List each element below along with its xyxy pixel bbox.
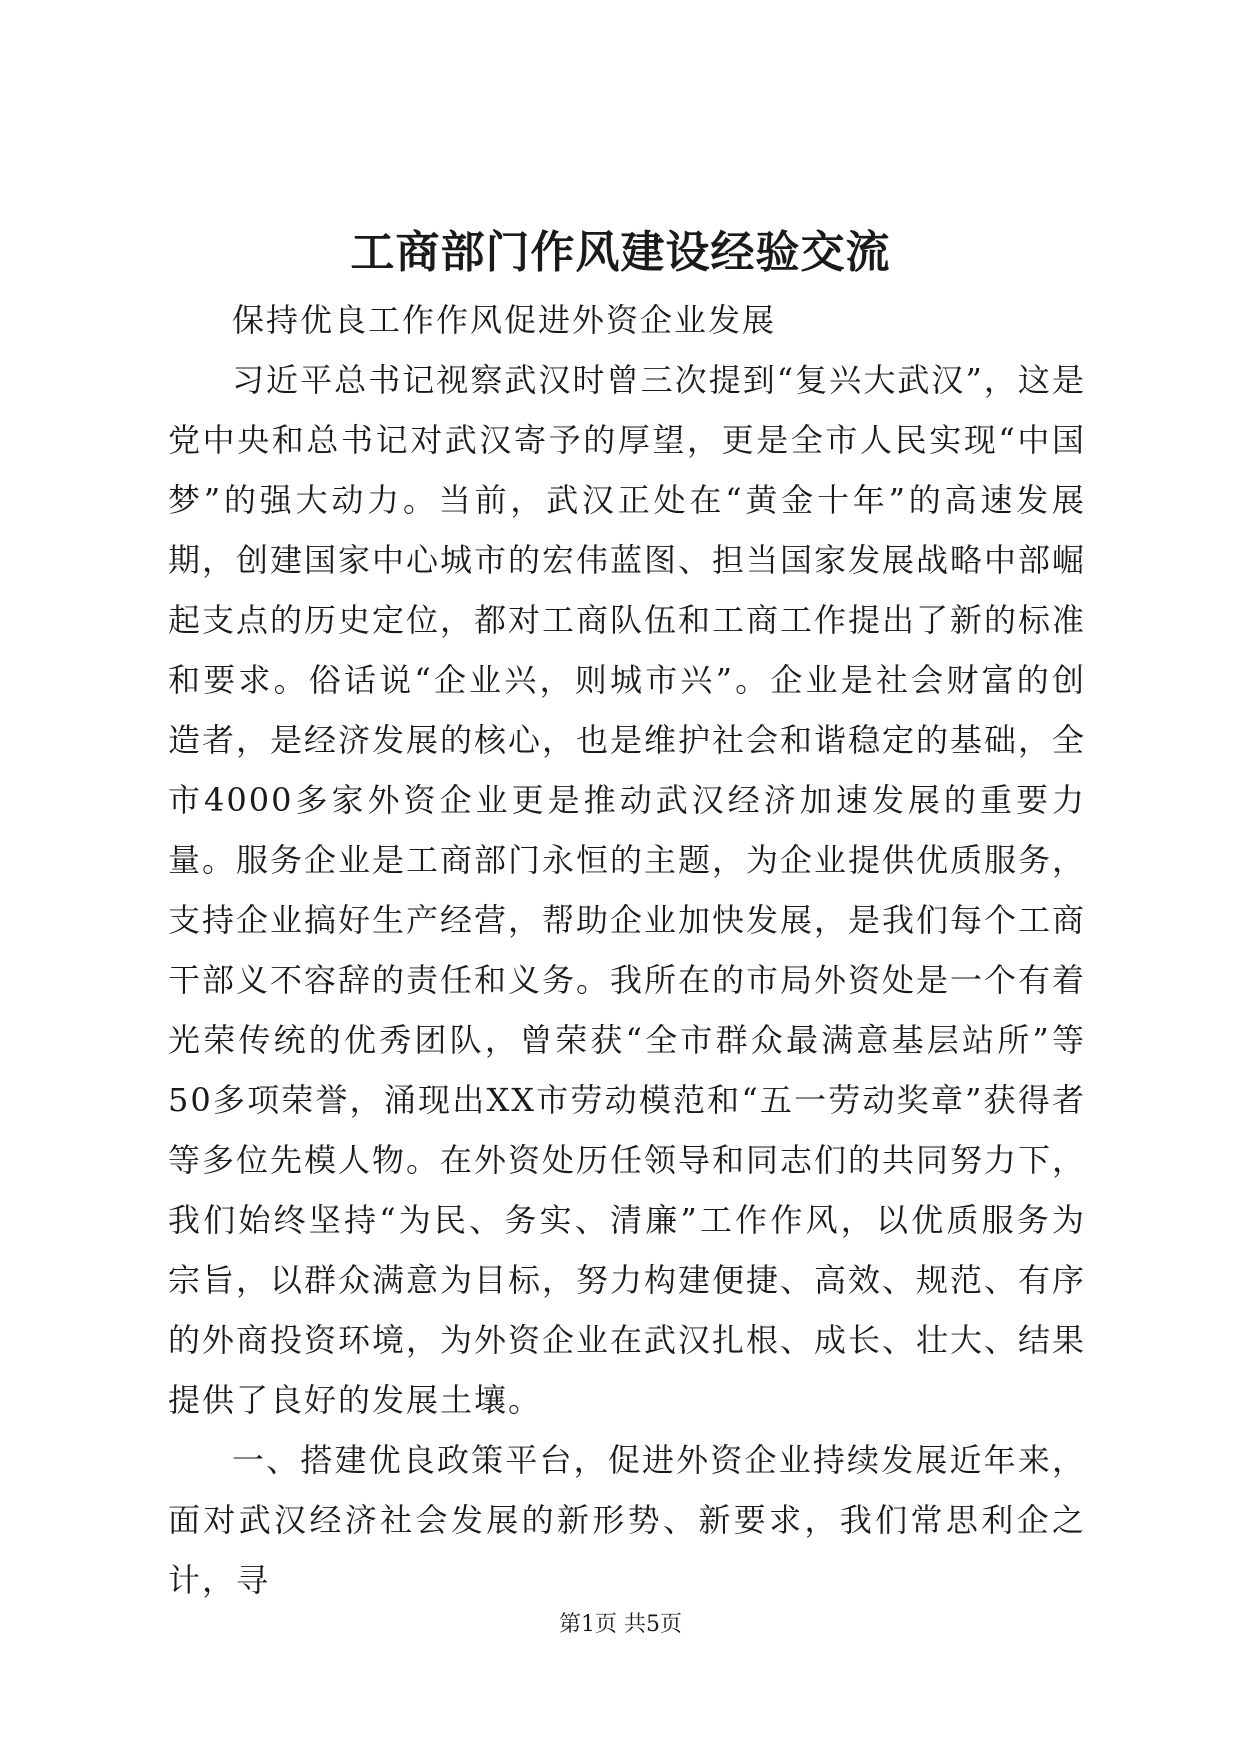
body-paragraph: 习近平总书记视察武汉时曾三次提到“复兴大武汉”，这是党中央和总书记对武汉寄予的厚望，更是全市人民实现“中国梦”的强大动力。当前，武汉正处在“黄金十年”的高速发展期，创建国家中心城市的宏伟蓝图、担当国家发展战略中部崛起支点的历史定位，都对工商队伍和工商工作提出了新的标准和要求。俗话说“企业兴，则城市兴”。企业是社会财富的创造者，是经济发展的核心，也是维护社会和谐稳定的基础，全市4000多家外资企业更是推动武汉经济加速发展的重要力量。服务企业是工商部门永恒的主题，为企业提供优质服务，支持企业搞好生产经营，帮助企业加快发展，是我们每个工商干部义不容辞的责任和义务。我所在的市局外资处是一个有着光荣传统的优秀团队，曾荣获“全市群众最满意基层站所”等50多项荣誉，涌现出XX市劳动模范和“五一劳动奖章”获得者等多位先模人物。在外资处历任领导和同志们的共同努力下，我们始终坚持“为民、务实、清廉”工作作风，以优质服务为宗旨，以群众满意为目标，努力构建便捷、高效、规范、有序的外商投资环境，为外资企业在武汉扎根、成长、壮大、结果提供了良好的发展土壤。 xyxy=(168,361,1087,1419)
subtitle-paragraph: 保持优良工作作风促进外资企业发展 xyxy=(232,301,777,339)
page-footer: 第1页 共5页 xyxy=(559,1612,682,1637)
body-paragraph: 一、搭建优良政策平台，促进外资企业持续发展近年来，面对武汉经济社会发展的新形势、新要求，我们常思利企之计，寻 xyxy=(168,1441,1086,1599)
document-title: 工商部门作风建设经验交流 xyxy=(350,227,891,278)
document-body xyxy=(168,290,1086,1610)
